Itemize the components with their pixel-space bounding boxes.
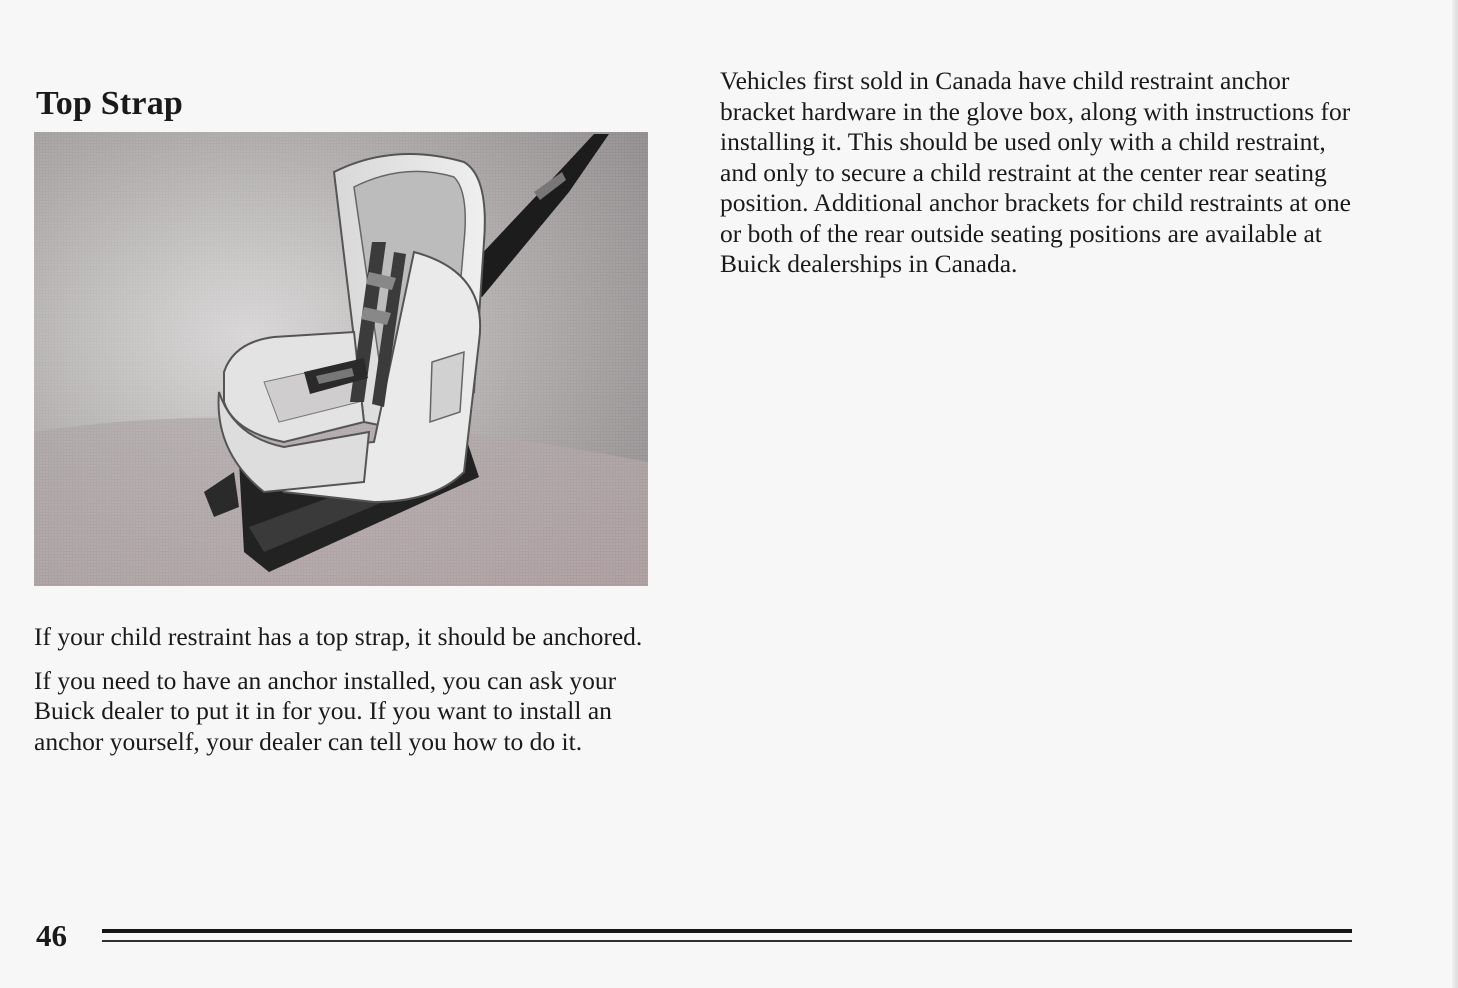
- left-column-text: [34, 622, 664, 770]
- paragraph-anchor-installation: If you need to have an anchor installed, you can ask your Buick dealer to put it in for you. If you want to install an anchor yourself, your dealer can tell you how to do it.: [34, 665, 617, 756]
- footer-rule-thin: [102, 940, 1352, 942]
- page-number: 46: [36, 918, 67, 953]
- child-restraint-illustration: [34, 132, 648, 586]
- page-edge-shadow: [1452, 0, 1458, 988]
- paragraph-canada-anchor-brackets: Vehicles first sold in Canada have child restraint anchor bracket hardware in the glove box, along with instructions for installing it. This should be used only with a child restraint, and only to secure a child restraint at the center rear seating position. Additional anchor brackets for child restraints at one or both of the rear outside seating positions are available at Buick dealerships in Canada.: [720, 66, 1351, 278]
- child-seat-photo: [34, 132, 648, 586]
- right-column-text: [720, 66, 1360, 280]
- footer-rule-thick: [102, 929, 1352, 933]
- section-title: Top Strap: [36, 84, 183, 122]
- paragraph-top-strap-anchored: If your child restraint has a top strap, it should be anchored.: [34, 622, 643, 651]
